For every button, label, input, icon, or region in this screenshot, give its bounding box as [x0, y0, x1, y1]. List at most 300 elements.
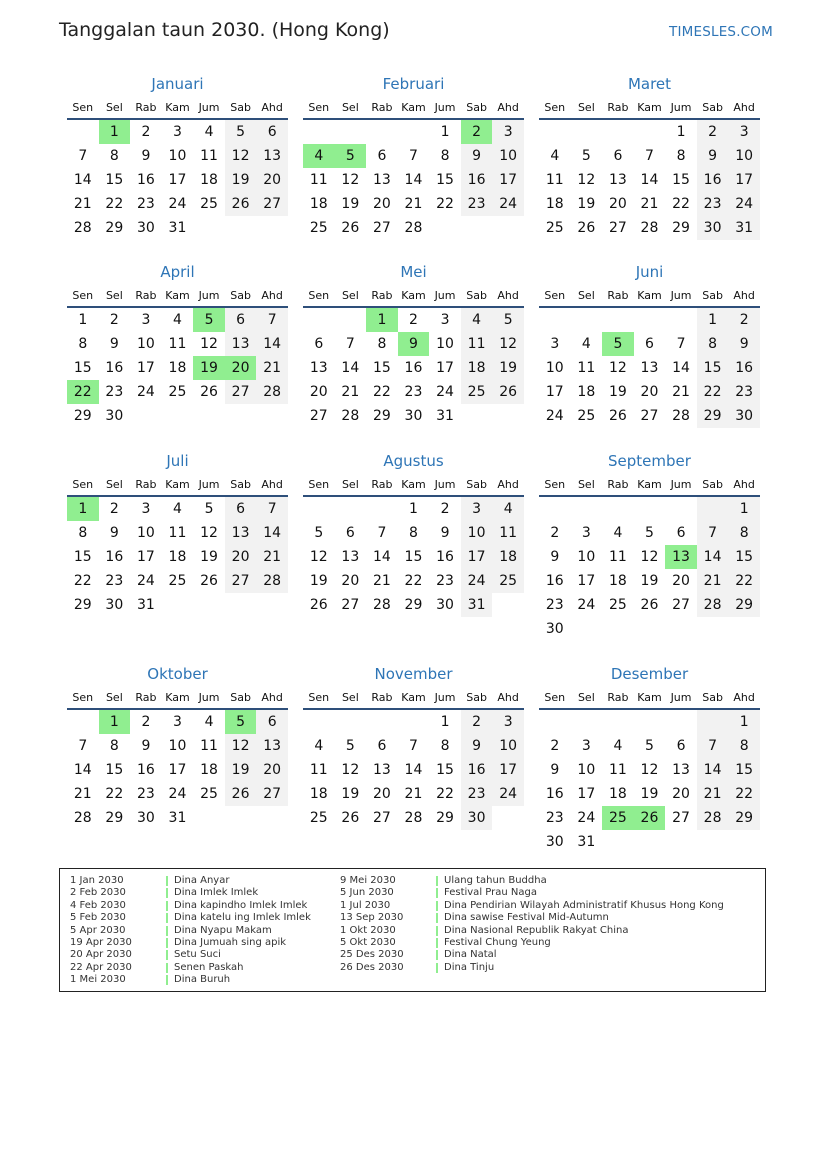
weekday-label: Sab — [702, 289, 723, 302]
weekday-label: Sel — [105, 691, 123, 704]
brand-link[interactable]: TIMESLES.COM — [669, 24, 773, 40]
day-cell: 25 — [200, 196, 218, 212]
day-cell: 23 — [404, 384, 423, 400]
day-cell: 1 — [676, 124, 686, 140]
day-cell: 29 — [697, 404, 729, 428]
day-cell: 9 — [728, 332, 760, 356]
holiday-marker — [166, 950, 168, 960]
weekday-label: Ahd — [733, 691, 755, 704]
day-cell: 14 — [73, 762, 92, 778]
weekday-label: Sab — [230, 691, 251, 704]
day-cell: 30 — [545, 834, 564, 850]
holiday-name: Dina Buruh — [174, 974, 231, 986]
empty-cell — [366, 497, 398, 521]
day-grid — [303, 120, 524, 240]
day-cell: 30 — [136, 810, 155, 826]
day-cell: 8 — [409, 525, 418, 541]
day-cell: 27 — [225, 569, 257, 593]
weekday-label: Sel — [341, 478, 359, 491]
day-cell: 11 — [200, 148, 218, 164]
weekday-header — [303, 688, 524, 710]
day-cell: 12 — [608, 360, 627, 376]
day-cell: 4 — [461, 308, 493, 332]
day-cell: 5 — [492, 308, 524, 332]
weekday-label: Jum — [670, 478, 692, 491]
day-cell: 23 — [105, 384, 124, 400]
day-cell: 20 — [372, 196, 391, 212]
day-cell: 22 — [436, 786, 454, 802]
day-cell: 14 — [640, 172, 659, 188]
day-cell: 18 — [309, 786, 328, 802]
day-cell: 19 — [309, 573, 328, 589]
day-cell: 7 — [78, 738, 88, 754]
weekday-label: Sel — [105, 478, 123, 491]
day-cell: 7 — [256, 497, 288, 521]
day-cell: 17 — [461, 545, 493, 569]
month-calendar — [303, 74, 524, 240]
day-cell: 28 — [404, 810, 423, 826]
day-grid — [539, 120, 760, 240]
holiday-name: Dina Jumuah sing apik — [174, 936, 287, 948]
weekday-label: Ahd — [261, 478, 283, 491]
day-cell: 30 — [461, 806, 493, 830]
day-cell: 7 — [697, 734, 729, 758]
day-cell: 30 — [697, 216, 729, 240]
day-cell: 15 — [436, 172, 454, 188]
holiday-name: Dina Nasional Republik Rakyat China — [444, 924, 629, 936]
holiday-day-cell: 4 — [303, 144, 335, 168]
day-cell: 22 — [105, 196, 124, 212]
day-cell: 16 — [404, 360, 423, 376]
day-cell: 26 — [492, 380, 524, 404]
day-cell: 28 — [372, 597, 391, 613]
weekday-label: Rab — [371, 101, 393, 114]
empty-cell — [67, 120, 99, 144]
day-cell: 6 — [676, 738, 686, 754]
weekday-label: Sen — [544, 478, 566, 491]
day-cell: 2 — [409, 312, 418, 328]
day-cell: 18 — [168, 360, 187, 376]
holiday-day-cell: 2 — [461, 120, 493, 144]
day-cell: 27 — [372, 810, 391, 826]
day-cell: 16 — [136, 172, 155, 188]
day-cell: 4 — [550, 148, 560, 164]
day-cell: 11 — [200, 738, 218, 754]
holiday-day-cell: 25 — [602, 806, 634, 830]
day-cell: 23 — [105, 573, 124, 589]
day-cell: 11 — [461, 332, 493, 356]
day-cell: 27 — [672, 597, 690, 613]
empty-cell — [335, 497, 367, 521]
day-cell: 9 — [440, 525, 450, 541]
holiday-date: 9 Mei 2030 — [340, 875, 396, 886]
empty-cell — [571, 120, 603, 144]
day-cell: 15 — [436, 762, 454, 778]
day-cell: 17 — [168, 762, 187, 778]
day-cell: 21 — [672, 384, 690, 400]
day-cell: 11 — [309, 172, 328, 188]
weekday-label: Kam — [637, 289, 662, 302]
empty-cell — [539, 710, 571, 734]
day-grid — [539, 497, 760, 641]
day-cell: 31 — [168, 810, 187, 826]
day-cell: 23 — [545, 810, 564, 826]
day-cell: 18 — [200, 172, 218, 188]
day-cell: 18 — [461, 356, 493, 380]
holiday-name: Dina Anyar — [174, 875, 230, 886]
day-cell: 8 — [109, 738, 119, 754]
day-cell: 26 — [577, 220, 596, 236]
empty-cell — [539, 308, 571, 332]
day-cell: 13 — [608, 172, 627, 188]
day-cell: 17 — [436, 360, 454, 376]
day-cell: 20 — [608, 196, 627, 212]
day-cell: 8 — [728, 734, 760, 758]
day-cell: 15 — [728, 758, 760, 782]
weekday-label: Kam — [637, 691, 662, 704]
month-name: Oktober — [147, 665, 208, 683]
weekday-label: Jum — [434, 478, 456, 491]
empty-cell — [539, 497, 571, 521]
day-cell: 14 — [697, 758, 729, 782]
day-cell: 12 — [200, 336, 218, 352]
day-cell: 2 — [550, 738, 560, 754]
day-cell: 9 — [141, 738, 151, 754]
empty-cell — [665, 710, 697, 734]
day-cell: 29 — [728, 806, 760, 830]
weekday-label: Jum — [198, 289, 220, 302]
day-cell: 31 — [577, 834, 596, 850]
weekday-label: Jum — [670, 691, 692, 704]
weekday-header — [303, 475, 524, 497]
month-name: April — [160, 263, 195, 281]
day-cell: 23 — [545, 597, 564, 613]
day-cell: 4 — [173, 312, 182, 328]
day-cell: 4 — [613, 525, 623, 541]
holiday-date: 19 Apr 2030 — [70, 936, 132, 948]
holiday-day-cell: 5 — [335, 144, 367, 168]
weekday-label: Sen — [544, 691, 566, 704]
day-cell: 25 — [309, 220, 328, 236]
day-cell: 19 — [225, 758, 257, 782]
day-cell: 27 — [608, 220, 627, 236]
day-cell: 20 — [309, 384, 328, 400]
day-cell: 5 — [581, 148, 591, 164]
holiday-list — [59, 868, 766, 992]
day-cell: 26 — [200, 384, 218, 400]
empty-cell — [697, 497, 729, 521]
weekday-header — [303, 98, 524, 120]
day-cell: 7 — [256, 308, 288, 332]
day-cell: 10 — [728, 144, 760, 168]
day-cell: 6 — [645, 336, 654, 352]
holiday-day-cell: 22 — [67, 380, 99, 404]
month-name: Agustus — [383, 452, 444, 470]
holiday-name: Ulang tahun Buddha — [444, 875, 547, 886]
holiday-marker — [166, 963, 168, 973]
day-cell: 9 — [550, 549, 560, 565]
day-cell: 16 — [461, 168, 493, 192]
month-calendar — [67, 74, 288, 240]
day-cell: 23 — [728, 380, 760, 404]
day-cell: 13 — [225, 332, 257, 356]
day-cell: 9 — [109, 525, 119, 541]
holiday-marker — [436, 901, 438, 911]
day-cell: 3 — [550, 336, 560, 352]
holiday-marker — [166, 876, 168, 886]
day-cell: 27 — [640, 408, 659, 424]
weekday-label: Sab — [702, 101, 723, 114]
day-cell: 6 — [345, 525, 355, 541]
day-cell: 31 — [168, 220, 187, 236]
weekday-label: Rab — [135, 691, 157, 704]
holiday-marker — [166, 926, 168, 936]
empty-cell — [366, 120, 398, 144]
day-cell: 31 — [461, 593, 493, 617]
day-cell: 24 — [577, 810, 596, 826]
day-cell: 23 — [136, 786, 155, 802]
weekday-label: Ahd — [733, 289, 755, 302]
day-cell: 22 — [672, 196, 690, 212]
day-cell: 16 — [136, 762, 155, 778]
day-cell: 10 — [577, 549, 596, 565]
day-cell: 3 — [581, 525, 591, 541]
day-cell: 12 — [225, 144, 257, 168]
holiday-date: 22 Apr 2030 — [70, 961, 132, 973]
day-cell: 6 — [314, 336, 324, 352]
day-cell: 25 — [461, 380, 493, 404]
empty-cell — [697, 710, 729, 734]
day-cell: 18 — [200, 762, 218, 778]
day-cell: 29 — [672, 220, 690, 236]
day-cell: 24 — [728, 192, 760, 216]
day-cell: 4 — [204, 124, 214, 140]
weekday-label: Jum — [198, 478, 220, 491]
holiday-date: 4 Feb 2030 — [70, 899, 126, 911]
weekday-label: Sen — [544, 101, 566, 114]
day-cell: 28 — [404, 220, 423, 236]
empty-cell — [303, 497, 335, 521]
holiday-day-cell: 1 — [99, 120, 131, 144]
day-cell: 3 — [141, 501, 151, 517]
weekday-label: Ahd — [733, 101, 755, 114]
weekday-label: Ahd — [261, 101, 283, 114]
empty-cell — [571, 710, 603, 734]
day-cell: 22 — [73, 573, 92, 589]
day-cell: 28 — [341, 408, 360, 424]
day-cell: 19 — [341, 196, 360, 212]
day-cell: 24 — [545, 408, 564, 424]
day-cell: 27 — [225, 380, 257, 404]
day-cell: 19 — [492, 356, 524, 380]
weekday-label: Ahd — [497, 691, 519, 704]
month-calendar — [303, 262, 524, 428]
day-cell: 17 — [492, 758, 524, 782]
day-cell: 21 — [404, 196, 423, 212]
day-grid — [539, 308, 760, 428]
month-name: Juni — [635, 263, 664, 281]
day-cell: 22 — [728, 782, 760, 806]
day-cell: 26 — [200, 573, 218, 589]
day-cell: 12 — [200, 525, 218, 541]
holiday-date: 1 Jan 2030 — [70, 875, 124, 886]
weekday-header — [539, 98, 760, 120]
day-cell: 13 — [256, 734, 288, 758]
month-name: September — [608, 452, 691, 470]
day-cell: 22 — [105, 786, 124, 802]
empty-cell — [335, 710, 367, 734]
day-cell: 16 — [105, 549, 124, 565]
day-cell: 24 — [461, 569, 493, 593]
holiday-marker — [436, 888, 438, 898]
day-cell: 30 — [105, 408, 124, 424]
day-cell: 21 — [256, 545, 288, 569]
day-cell: 25 — [545, 220, 564, 236]
day-cell: 21 — [404, 786, 423, 802]
day-cell: 13 — [341, 549, 360, 565]
day-cell: 15 — [728, 545, 760, 569]
holiday-marker — [436, 938, 438, 948]
weekday-label: Rab — [607, 691, 629, 704]
day-cell: 28 — [73, 810, 92, 826]
day-cell: 27 — [672, 810, 690, 826]
day-cell: 20 — [256, 168, 288, 192]
page-title: Tanggalan taun 2030. (Hong Kong) — [59, 19, 390, 41]
day-cell: 3 — [173, 714, 182, 730]
empty-cell — [602, 497, 634, 521]
day-cell: 19 — [200, 549, 218, 565]
day-cell: 15 — [404, 549, 423, 565]
day-cell: 20 — [672, 573, 690, 589]
empty-cell — [634, 308, 666, 332]
day-grid — [303, 710, 524, 830]
day-cell: 14 — [404, 172, 423, 188]
day-cell: 29 — [73, 408, 92, 424]
day-cell: 5 — [204, 501, 214, 517]
holiday-day-cell: 5 — [602, 332, 634, 356]
empty-cell — [665, 308, 697, 332]
day-cell: 14 — [697, 545, 729, 569]
day-cell: 8 — [440, 738, 450, 754]
day-cell: 21 — [640, 196, 659, 212]
weekday-label: Rab — [135, 478, 157, 491]
day-cell: 16 — [728, 356, 760, 380]
empty-cell — [634, 120, 666, 144]
day-cell: 28 — [697, 593, 729, 617]
day-cell: 15 — [73, 360, 92, 376]
day-cell: 9 — [461, 144, 493, 168]
weekday-header — [539, 286, 760, 308]
weekday-label: Sab — [466, 478, 487, 491]
weekday-label: Kam — [165, 478, 190, 491]
weekday-label: Rab — [135, 289, 157, 302]
empty-cell — [335, 120, 367, 144]
weekday-label: Sab — [230, 289, 251, 302]
day-cell: 17 — [168, 172, 187, 188]
day-cell: 17 — [545, 384, 564, 400]
weekday-label: Sab — [466, 101, 487, 114]
holiday-day-cell: 1 — [67, 497, 99, 521]
day-cell: 22 — [372, 384, 391, 400]
month-calendar — [67, 262, 288, 428]
holiday-date: 20 Apr 2030 — [70, 949, 132, 961]
day-cell: 29 — [105, 220, 124, 236]
holiday-day-cell: 1 — [99, 710, 131, 734]
day-cell: 15 — [105, 762, 124, 778]
day-cell: 6 — [225, 497, 257, 521]
month-name: Mei — [400, 263, 427, 281]
day-cell: 30 — [105, 597, 124, 613]
weekday-label: Sab — [702, 478, 723, 491]
empty-cell — [602, 308, 634, 332]
day-cell: 25 — [168, 384, 187, 400]
day-cell: 12 — [640, 762, 659, 778]
day-grid — [67, 120, 288, 240]
holiday-name: Setu Suci — [174, 949, 221, 961]
day-cell: 24 — [492, 782, 524, 806]
day-grid — [67, 308, 288, 428]
day-cell: 13 — [372, 762, 391, 778]
day-cell: 23 — [697, 192, 729, 216]
day-cell: 13 — [372, 172, 391, 188]
day-cell: 6 — [676, 525, 686, 541]
day-cell: 6 — [377, 148, 387, 164]
day-cell: 27 — [256, 782, 288, 806]
day-cell: 20 — [225, 545, 257, 569]
day-cell: 2 — [440, 501, 450, 517]
day-cell: 28 — [256, 380, 288, 404]
day-cell: 12 — [341, 172, 360, 188]
day-cell: 3 — [581, 738, 591, 754]
weekday-label: Kam — [401, 289, 426, 302]
weekday-label: Sen — [308, 101, 330, 114]
weekday-label: Jum — [198, 691, 220, 704]
weekday-label: Sen — [308, 478, 330, 491]
weekday-label: Sab — [702, 691, 723, 704]
day-cell: 21 — [372, 573, 391, 589]
day-cell: 11 — [492, 521, 524, 545]
empty-cell — [398, 710, 430, 734]
weekday-label: Sen — [308, 691, 330, 704]
day-cell: 16 — [461, 758, 493, 782]
day-cell: 12 — [577, 172, 596, 188]
weekday-label: Ahd — [497, 101, 519, 114]
day-cell: 13 — [256, 144, 288, 168]
day-cell: 14 — [73, 172, 92, 188]
holiday-name: Dina Pendirian Wilayah Administratif Khusus Hong Kong — [444, 899, 724, 911]
empty-cell — [571, 308, 603, 332]
month-name: Januari — [151, 75, 204, 93]
day-cell: 14 — [341, 360, 360, 376]
day-cell: 16 — [545, 573, 564, 589]
day-cell: 4 — [204, 714, 214, 730]
day-grid — [67, 497, 288, 617]
holiday-marker — [166, 975, 168, 985]
weekday-label: Sel — [105, 101, 123, 114]
day-cell: 17 — [577, 573, 596, 589]
day-cell: 28 — [640, 220, 659, 236]
holiday-name: Festival Prau Naga — [444, 887, 537, 899]
day-cell: 17 — [728, 168, 760, 192]
day-grid — [539, 710, 760, 854]
day-cell: 19 — [640, 573, 659, 589]
holiday-day-cell: 1 — [366, 308, 398, 332]
day-cell: 31 — [728, 216, 760, 240]
day-cell: 23 — [461, 192, 493, 216]
day-cell: 21 — [697, 569, 729, 593]
day-cell: 21 — [341, 384, 360, 400]
day-cell: 29 — [436, 810, 454, 826]
